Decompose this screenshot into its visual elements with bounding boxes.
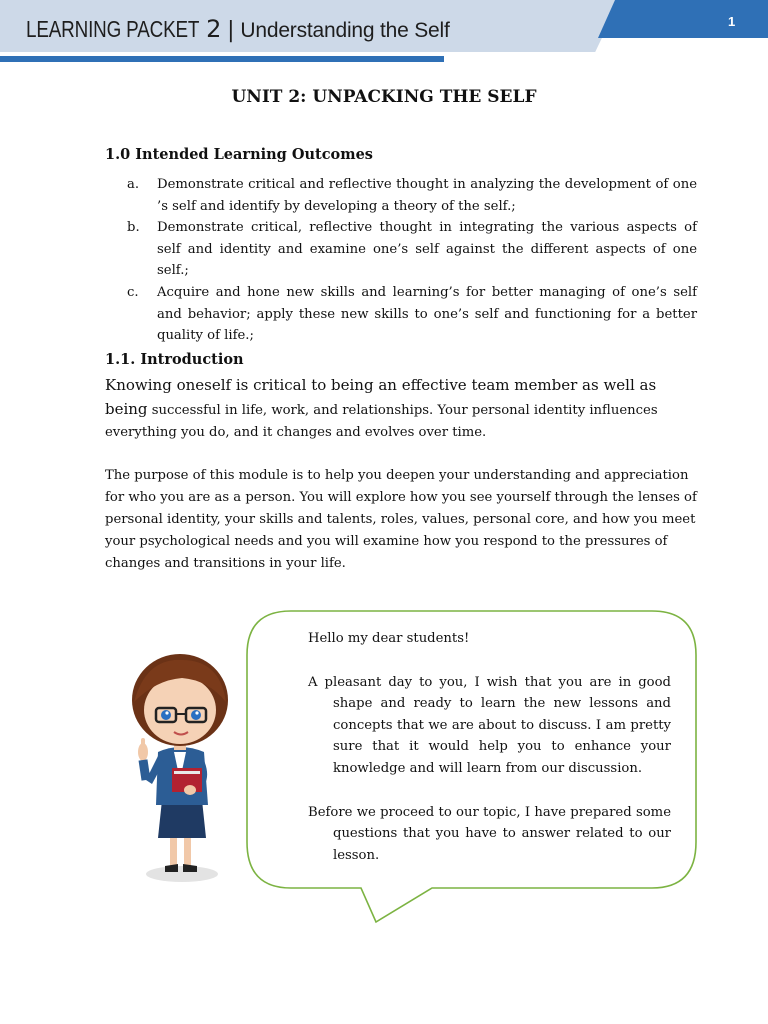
outcomes-heading: 1.0 Intended Learning Outcomes xyxy=(105,146,373,163)
intro-rest-text: successful in life, work, and relationships. Your personal identity influences everything you do, and it changes and evolves over time. xyxy=(105,403,658,440)
bubble-paragraph-1: A pleasant day to you, I wish that you are in good shape and ready to learn the new lessons and concepts that we are about to discuss. I am pretty sure that it would help you to enhance your knowledge and will learn from our discussion. xyxy=(308,674,671,776)
list-item xyxy=(105,217,697,282)
list-marker: b. xyxy=(127,220,140,236)
outcomes-list xyxy=(105,174,697,347)
packet-title xyxy=(26,15,450,43)
subject-title: Understanding the Self xyxy=(240,19,450,42)
introduction-heading: 1.1. Introduction xyxy=(105,351,244,368)
title-separator: | xyxy=(227,18,235,43)
introduction-paragraph-1 xyxy=(105,374,697,444)
list-item xyxy=(105,174,697,217)
bubble-message xyxy=(308,628,671,866)
list-marker: c. xyxy=(127,284,139,300)
list-text: Acquire and hone new skills and learning’s for better managing of one’s self and behavior; apply these new skills to one’s self and functioning for a better quality of life.; xyxy=(157,284,697,344)
intro-lead-text: Knowing oneself is critical to being an effective team member as well as being xyxy=(105,376,657,418)
list-text: Demonstrate critical, reflective thought in integrating the various aspects of self and identity and examine one’s self against the different aspects of one self.; xyxy=(157,220,697,279)
bubble-paragraph-2: Before we proceed to our topic, I have prepared some questions that you have to answer related to our lesson. xyxy=(308,804,671,863)
teacher-cartoon-icon xyxy=(110,640,250,890)
bubble-greeting: Hello my dear students! xyxy=(308,631,470,646)
unit-title: UNIT 2: UNPACKING THE SELF xyxy=(231,87,537,107)
packet-label: LEARNING PACKET xyxy=(26,16,200,42)
introduction-paragraph-2: The purpose of this module is to help you deepen your understanding and appreciation for who you are as a person. You will explore how you see yourself through the lenses of personal identity, your skills and talents, roles, values, personal core, and how you meet your psychological needs and you will examine how you respond to the pressures of changes and transitions in your life. xyxy=(105,468,697,571)
header-page-tab xyxy=(598,0,768,38)
header-underline xyxy=(0,56,444,62)
packet-number: 2 xyxy=(206,15,222,43)
list-marker: a. xyxy=(127,177,140,192)
list-text: Demonstrate critical and reflective thought in analyzing the development of one ’s self and identify by developing a theory of the self.; xyxy=(157,177,697,214)
list-item xyxy=(105,282,697,347)
page-number: 1 xyxy=(728,14,736,29)
